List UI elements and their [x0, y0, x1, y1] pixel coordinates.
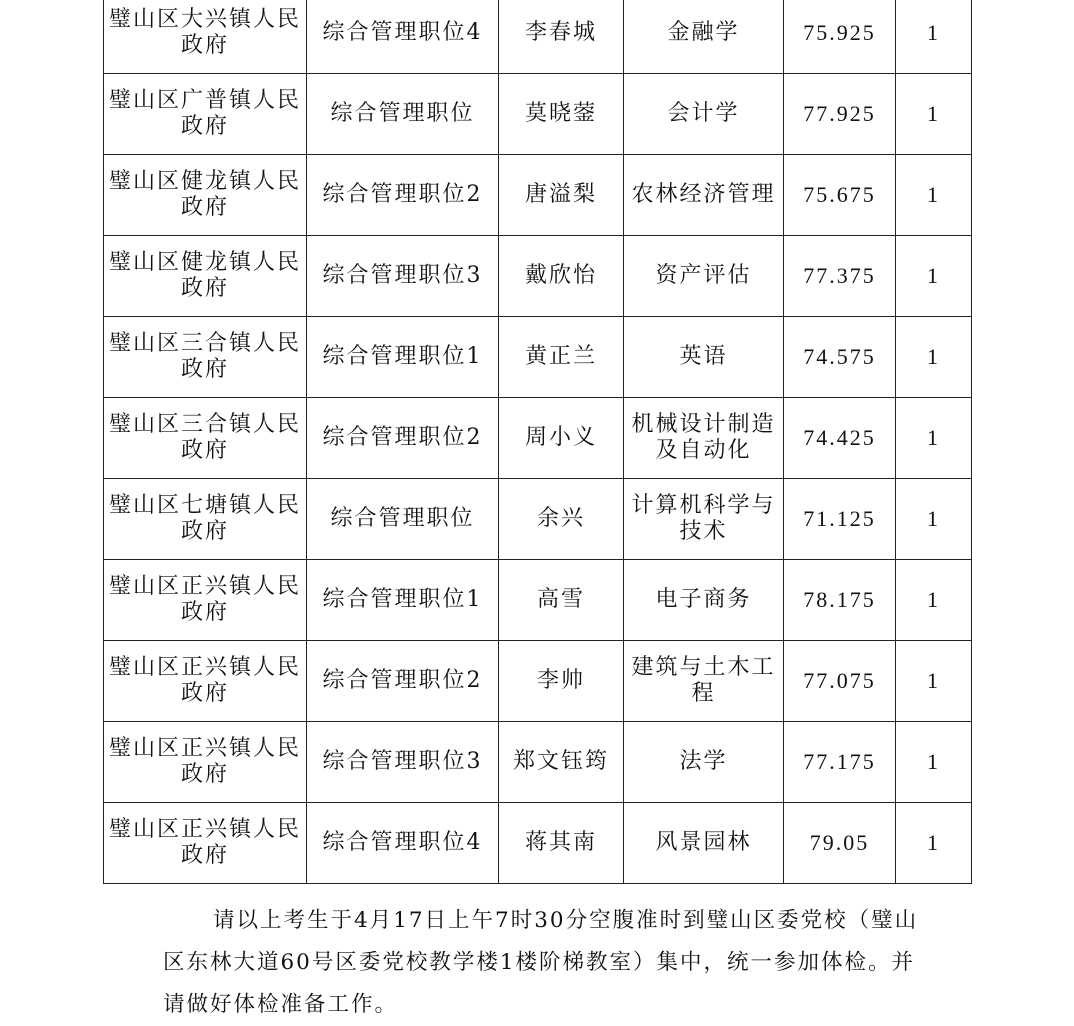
unit-cell: 璧山区广普镇人民政府: [104, 74, 307, 155]
count-cell: 1: [896, 398, 972, 479]
name-cell: 戴欣怡: [499, 236, 624, 317]
table-row: [104, 398, 972, 479]
results-table: [103, 0, 972, 884]
name-cell: 郑文钰筠: [499, 722, 624, 803]
name-cell: 周小义: [499, 398, 624, 479]
position-cell: 综合管理职位: [307, 74, 499, 155]
position-cell: 综合管理职位2: [307, 155, 499, 236]
score-cell: 77.175: [784, 722, 896, 803]
unit-cell: 璧山区健龙镇人民政府: [104, 155, 307, 236]
name-cell: 李春城: [499, 0, 624, 74]
score-cell: 75.925: [784, 0, 896, 74]
score-cell: 77.375: [784, 236, 896, 317]
score-cell: 79.05: [784, 803, 896, 884]
position-cell: 综合管理职位4: [307, 0, 499, 74]
name-cell: 黄正兰: [499, 317, 624, 398]
count-cell: 1: [896, 74, 972, 155]
count-cell: 1: [896, 722, 972, 803]
position-cell: 综合管理职位4: [307, 803, 499, 884]
score-cell: 78.175: [784, 560, 896, 641]
unit-cell: 璧山区正兴镇人民政府: [104, 722, 307, 803]
unit-cell: 璧山区三合镇人民政府: [104, 317, 307, 398]
major-cell: 机械设计制造及自动化: [624, 398, 784, 479]
results-table-body: [104, 0, 972, 884]
name-cell: 余兴: [499, 479, 624, 560]
position-cell: 综合管理职位: [307, 479, 499, 560]
position-cell: 综合管理职位1: [307, 560, 499, 641]
count-cell: 1: [896, 0, 972, 74]
unit-cell: 璧山区大兴镇人民政府: [104, 0, 307, 74]
unit-cell: 璧山区健龙镇人民政府: [104, 236, 307, 317]
position-cell: 综合管理职位3: [307, 236, 499, 317]
major-cell: 计算机科学与技术: [624, 479, 784, 560]
score-cell: 71.125: [784, 479, 896, 560]
unit-cell: 璧山区七塘镇人民政府: [104, 479, 307, 560]
major-cell: 电子商务: [624, 560, 784, 641]
name-cell: 高雪: [499, 560, 624, 641]
table-row: [104, 479, 972, 560]
unit-cell: 璧山区三合镇人民政府: [104, 398, 307, 479]
count-cell: 1: [896, 560, 972, 641]
table-row: [104, 641, 972, 722]
name-cell: 唐溢梨: [499, 155, 624, 236]
name-cell: 莫晓蓥: [499, 74, 624, 155]
unit-cell: 璧山区正兴镇人民政府: [104, 641, 307, 722]
notice-paragraph: [163, 900, 923, 1026]
major-cell: 农林经济管理: [624, 155, 784, 236]
table-row: [104, 803, 972, 884]
major-cell: 会计学: [624, 74, 784, 155]
table-row: [104, 0, 972, 74]
table-row: [104, 236, 972, 317]
count-cell: 1: [896, 479, 972, 560]
score-cell: 77.075: [784, 641, 896, 722]
major-cell: 风景园林: [624, 803, 784, 884]
major-cell: 法学: [624, 722, 784, 803]
name-cell: 蒋其南: [499, 803, 624, 884]
major-cell: 资产评估: [624, 236, 784, 317]
position-cell: 综合管理职位1: [307, 317, 499, 398]
position-cell: 综合管理职位3: [307, 722, 499, 803]
table-row: [104, 155, 972, 236]
score-cell: 75.675: [784, 155, 896, 236]
major-cell: 英语: [624, 317, 784, 398]
table-row: [104, 317, 972, 398]
position-cell: 综合管理职位2: [307, 398, 499, 479]
table-row: [104, 560, 972, 641]
count-cell: 1: [896, 155, 972, 236]
table-row: [104, 722, 972, 803]
major-cell: 建筑与土木工程: [624, 641, 784, 722]
score-cell: 77.925: [784, 74, 896, 155]
table-row: [104, 74, 972, 155]
score-cell: 74.425: [784, 398, 896, 479]
position-cell: 综合管理职位2: [307, 641, 499, 722]
unit-cell: 璧山区正兴镇人民政府: [104, 803, 307, 884]
count-cell: 1: [896, 803, 972, 884]
score-cell: 74.575: [784, 317, 896, 398]
unit-cell: 璧山区正兴镇人民政府: [104, 560, 307, 641]
name-cell: 李帅: [499, 641, 624, 722]
count-cell: 1: [896, 641, 972, 722]
notice-text: 请以上考生于4月17日上午7时30分空腹准时到璧山区委党校（璧山区东林大道60号区委党校教学楼1楼阶梯教室）集中，统一参加体检。并请做好体检准备工作。: [163, 908, 919, 1017]
major-cell: 金融学: [624, 0, 784, 74]
count-cell: 1: [896, 317, 972, 398]
count-cell: 1: [896, 236, 972, 317]
